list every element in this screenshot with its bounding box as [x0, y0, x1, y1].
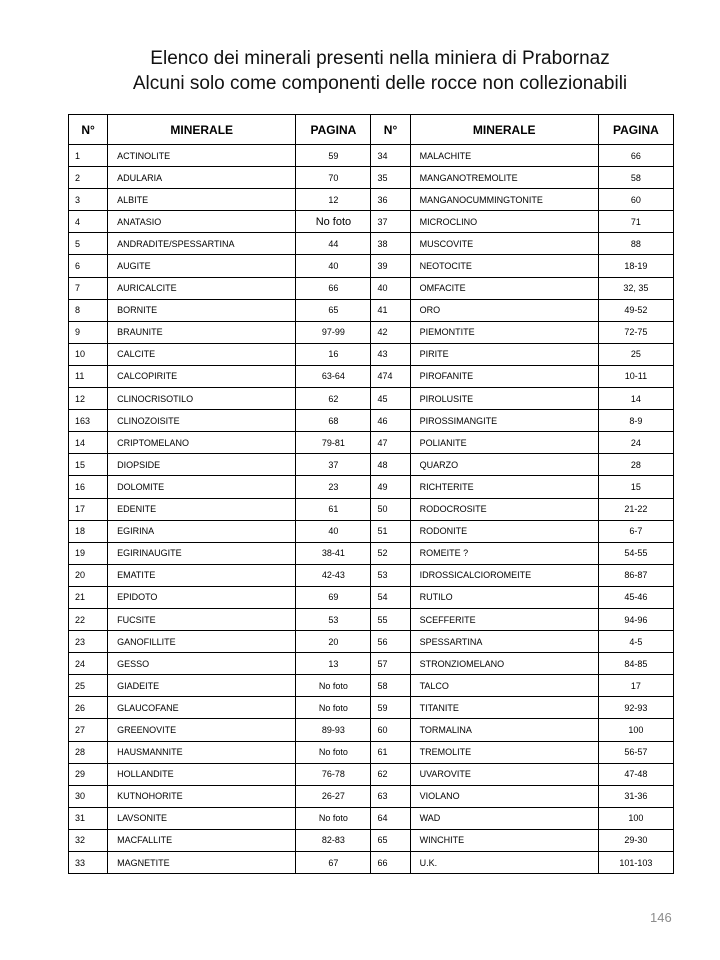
cell-mineral-right: SCEFFERITE	[410, 608, 598, 630]
cell-number-left: 30	[69, 785, 108, 807]
cell-mineral-left: ACTINOLITE	[108, 145, 296, 167]
cell-page-left: 89-93	[296, 719, 371, 741]
cell-mineral-left: KUTNOHORITE	[108, 785, 296, 807]
cell-page-left: No foto	[296, 697, 371, 719]
cell-mineral-left: EGIRINAUGITE	[108, 542, 296, 564]
cell-mineral-left: GLAUCOFANE	[108, 697, 296, 719]
cell-number-left: 8	[69, 299, 108, 321]
cell-number-left: 24	[69, 653, 108, 675]
document-title	[0, 46, 720, 96]
cell-mineral-left: DIOPSIDE	[108, 454, 296, 476]
cell-mineral-left: ANATASIO	[108, 211, 296, 233]
cell-number-right: 66	[371, 852, 410, 874]
cell-page-left: No foto	[296, 675, 371, 697]
cell-page-right: 8-9	[598, 410, 673, 432]
table-row	[69, 608, 674, 630]
cell-number-left: 14	[69, 432, 108, 454]
header-number-right: N°	[371, 115, 410, 145]
cell-page-right: 100	[598, 719, 673, 741]
cell-number-right: 47	[371, 432, 410, 454]
cell-mineral-left: CRIPTOMELANO	[108, 432, 296, 454]
cell-number-left: 21	[69, 586, 108, 608]
cell-page-left: 26-27	[296, 785, 371, 807]
cell-number-left: 29	[69, 763, 108, 785]
cell-mineral-right: WINCHITE	[410, 829, 598, 851]
cell-page-right: 29-30	[598, 829, 673, 851]
cell-page-right: 24	[598, 432, 673, 454]
cell-page-left: 42-43	[296, 564, 371, 586]
cell-mineral-left: MAGNETITE	[108, 852, 296, 874]
cell-number-left: 6	[69, 255, 108, 277]
cell-mineral-left: HAUSMANNITE	[108, 741, 296, 763]
cell-mineral-left: GIADEITE	[108, 675, 296, 697]
cell-mineral-left: GREENOVITE	[108, 719, 296, 741]
cell-mineral-right: MALACHITE	[410, 145, 598, 167]
cell-mineral-left: AURICALCITE	[108, 277, 296, 299]
cell-mineral-right: RICHTERITE	[410, 476, 598, 498]
cell-mineral-left: CLINOZOISITE	[108, 410, 296, 432]
cell-page-right: 49-52	[598, 299, 673, 321]
table-row	[69, 675, 674, 697]
cell-page-right: 21-22	[598, 498, 673, 520]
table-row	[69, 542, 674, 564]
cell-page-left: 40	[296, 520, 371, 542]
cell-mineral-left: GESSO	[108, 653, 296, 675]
header-page-right: PAGINA	[598, 115, 673, 145]
cell-mineral-right: PIROFANITE	[410, 365, 598, 387]
cell-number-left: 2	[69, 167, 108, 189]
cell-mineral-left: EPIDOTO	[108, 586, 296, 608]
cell-number-left: 26	[69, 697, 108, 719]
table-row	[69, 763, 674, 785]
cell-page-left: No foto	[296, 211, 371, 233]
cell-number-right: 46	[371, 410, 410, 432]
cell-mineral-right: PIROLUSITE	[410, 388, 598, 410]
cell-page-left: 97-99	[296, 321, 371, 343]
cell-number-right: 65	[371, 829, 410, 851]
table-row	[69, 653, 674, 675]
cell-number-right: 63	[371, 785, 410, 807]
cell-page-right: 10-11	[598, 365, 673, 387]
cell-page-right: 18-19	[598, 255, 673, 277]
cell-page-left: 82-83	[296, 829, 371, 851]
table-row	[69, 852, 674, 874]
cell-mineral-right: MANGANOCUMMINGTONITE	[410, 189, 598, 211]
cell-page-right: 84-85	[598, 653, 673, 675]
cell-mineral-right: POLIANITE	[410, 432, 598, 454]
cell-page-right: 25	[598, 343, 673, 365]
table-row	[69, 520, 674, 542]
cell-page-left: No foto	[296, 741, 371, 763]
cell-mineral-right: IDROSSICALCIOROMEITE	[410, 564, 598, 586]
cell-number-left: 1	[69, 145, 108, 167]
cell-page-left: 44	[296, 233, 371, 255]
cell-number-right: 64	[371, 807, 410, 829]
cell-page-right: 86-87	[598, 564, 673, 586]
cell-mineral-right: SPESSARTINA	[410, 631, 598, 653]
cell-mineral-right: TREMOLITE	[410, 741, 598, 763]
cell-mineral-right: MICROCLINO	[410, 211, 598, 233]
cell-page-right: 71	[598, 211, 673, 233]
cell-page-left: 68	[296, 410, 371, 432]
table-row	[69, 277, 674, 299]
table-row	[69, 321, 674, 343]
cell-mineral-left: ADULARIA	[108, 167, 296, 189]
cell-number-left: 9	[69, 321, 108, 343]
cell-page-left: 62	[296, 388, 371, 410]
cell-number-right: 35	[371, 167, 410, 189]
cell-number-right: 54	[371, 586, 410, 608]
cell-number-right: 55	[371, 608, 410, 630]
title-line-1: Elenco dei minerali presenti nella miniera di Prabornaz	[150, 48, 610, 69]
cell-page-left: 20	[296, 631, 371, 653]
cell-page-left: 53	[296, 608, 371, 630]
header-mineral-left: MINERALE	[108, 115, 296, 145]
cell-number-right: 50	[371, 498, 410, 520]
cell-mineral-left: BORNITE	[108, 299, 296, 321]
cell-page-left: 61	[296, 498, 371, 520]
cell-number-right: 474	[371, 365, 410, 387]
cell-number-left: 33	[69, 852, 108, 874]
table-row	[69, 829, 674, 851]
table-row	[69, 719, 674, 741]
cell-page-right: 101-103	[598, 852, 673, 874]
cell-page-right: 88	[598, 233, 673, 255]
cell-number-left: 15	[69, 454, 108, 476]
cell-number-left: 16	[69, 476, 108, 498]
cell-mineral-right: U.K.	[410, 852, 598, 874]
cell-mineral-left: CLINOCRISOTILO	[108, 388, 296, 410]
cell-number-left: 28	[69, 741, 108, 763]
cell-number-right: 59	[371, 697, 410, 719]
cell-page-left: 40	[296, 255, 371, 277]
cell-mineral-left: AUGITE	[108, 255, 296, 277]
table-row	[69, 167, 674, 189]
cell-mineral-left: MACFALLITE	[108, 829, 296, 851]
cell-mineral-right: UVAROVITE	[410, 763, 598, 785]
cell-number-right: 42	[371, 321, 410, 343]
cell-number-left: 17	[69, 498, 108, 520]
cell-number-right: 51	[371, 520, 410, 542]
table-row	[69, 343, 674, 365]
cell-mineral-left: EMATITE	[108, 564, 296, 586]
cell-number-right: 48	[371, 454, 410, 476]
cell-page-right: 45-46	[598, 586, 673, 608]
cell-mineral-left: EDENITE	[108, 498, 296, 520]
cell-mineral-left: ANDRADITE/SPESSARTINA	[108, 233, 296, 255]
cell-mineral-right: VIOLANO	[410, 785, 598, 807]
cell-page-right: 4-5	[598, 631, 673, 653]
cell-page-left: 13	[296, 653, 371, 675]
table-row	[69, 365, 674, 387]
cell-page-right: 17	[598, 675, 673, 697]
minerals-table	[68, 114, 674, 874]
table-row	[69, 697, 674, 719]
cell-number-right: 45	[371, 388, 410, 410]
table-row	[69, 145, 674, 167]
cell-number-left: 7	[69, 277, 108, 299]
cell-number-right: 41	[371, 299, 410, 321]
cell-mineral-left: GANOFILLITE	[108, 631, 296, 653]
header-row	[69, 115, 674, 145]
cell-mineral-right: ORO	[410, 299, 598, 321]
table-row	[69, 741, 674, 763]
cell-number-left: 3	[69, 189, 108, 211]
table-row	[69, 255, 674, 277]
cell-page-right: 15	[598, 476, 673, 498]
cell-number-left: 23	[69, 631, 108, 653]
cell-number-left: 4	[69, 211, 108, 233]
table-row	[69, 476, 674, 498]
table-body	[69, 145, 674, 874]
cell-page-left: 67	[296, 852, 371, 874]
cell-number-right: 61	[371, 741, 410, 763]
cell-page-right: 66	[598, 145, 673, 167]
cell-page-right: 14	[598, 388, 673, 410]
cell-mineral-right: PIROSSIMANGITE	[410, 410, 598, 432]
cell-mineral-right: QUARZO	[410, 454, 598, 476]
cell-number-left: 31	[69, 807, 108, 829]
cell-number-left: 11	[69, 365, 108, 387]
cell-page-left: 69	[296, 586, 371, 608]
table-row	[69, 189, 674, 211]
cell-page-right: 54-55	[598, 542, 673, 564]
cell-page-right: 6-7	[598, 520, 673, 542]
table-header	[69, 115, 674, 145]
table-row	[69, 233, 674, 255]
cell-mineral-right: ROMEITE ?	[410, 542, 598, 564]
cell-mineral-left: CALCOPIRITE	[108, 365, 296, 387]
cell-number-left: 18	[69, 520, 108, 542]
table-row	[69, 785, 674, 807]
table-row	[69, 454, 674, 476]
table-row	[69, 388, 674, 410]
header-page-left: PAGINA	[296, 115, 371, 145]
cell-number-right: 49	[371, 476, 410, 498]
cell-number-left: 19	[69, 542, 108, 564]
cell-mineral-right: NEOTOCITE	[410, 255, 598, 277]
cell-page-right: 72-75	[598, 321, 673, 343]
header-mineral-right: MINERALE	[410, 115, 598, 145]
cell-page-left: 38-41	[296, 542, 371, 564]
cell-number-right: 39	[371, 255, 410, 277]
cell-mineral-left: HOLLANDITE	[108, 763, 296, 785]
cell-page-left: 70	[296, 167, 371, 189]
title-line-2: Alcuni solo come componenti delle rocce non collezionabili	[132, 73, 628, 94]
cell-number-right: 62	[371, 763, 410, 785]
cell-mineral-right: WAD	[410, 807, 598, 829]
cell-page-left: 76-78	[296, 763, 371, 785]
cell-mineral-right: MANGANOTREMOLITE	[410, 167, 598, 189]
header-number-left: N°	[69, 115, 108, 145]
table-row	[69, 631, 674, 653]
cell-page-right: 31-36	[598, 785, 673, 807]
cell-mineral-left: FUCSITE	[108, 608, 296, 630]
cell-mineral-right: PIEMONTITE	[410, 321, 598, 343]
cell-number-left: 10	[69, 343, 108, 365]
cell-number-right: 43	[371, 343, 410, 365]
cell-number-right: 56	[371, 631, 410, 653]
cell-page-left: 59	[296, 145, 371, 167]
cell-number-left: 163	[69, 410, 108, 432]
table-row	[69, 564, 674, 586]
table-row	[69, 299, 674, 321]
cell-page-left: 79-81	[296, 432, 371, 454]
cell-mineral-right: RODONITE	[410, 520, 598, 542]
cell-mineral-right: RUTILO	[410, 586, 598, 608]
cell-page-left: 65	[296, 299, 371, 321]
cell-number-right: 34	[371, 145, 410, 167]
table-row	[69, 498, 674, 520]
table-row	[69, 432, 674, 454]
cell-mineral-left: DOLOMITE	[108, 476, 296, 498]
cell-mineral-left: BRAUNITE	[108, 321, 296, 343]
cell-number-right: 57	[371, 653, 410, 675]
cell-mineral-left: ALBITE	[108, 189, 296, 211]
cell-page-left: 66	[296, 277, 371, 299]
cell-mineral-right: OMFACITE	[410, 277, 598, 299]
cell-number-right: 36	[371, 189, 410, 211]
cell-page-left: 63-64	[296, 365, 371, 387]
cell-mineral-left: LAVSONITE	[108, 807, 296, 829]
cell-page-right: 56-57	[598, 741, 673, 763]
cell-page-left: No foto	[296, 807, 371, 829]
cell-page-left: 37	[296, 454, 371, 476]
cell-number-left: 5	[69, 233, 108, 255]
cell-number-left: 12	[69, 388, 108, 410]
cell-number-left: 22	[69, 608, 108, 630]
cell-mineral-right: PIRITE	[410, 343, 598, 365]
cell-number-left: 32	[69, 829, 108, 851]
cell-mineral-right: MUSCOVITE	[410, 233, 598, 255]
table-row	[69, 211, 674, 233]
cell-number-right: 38	[371, 233, 410, 255]
cell-page-right: 60	[598, 189, 673, 211]
page-number: 146	[650, 910, 672, 925]
cell-page-left: 12	[296, 189, 371, 211]
table-row	[69, 586, 674, 608]
cell-page-left: 16	[296, 343, 371, 365]
cell-page-left: 23	[296, 476, 371, 498]
cell-page-right: 58	[598, 167, 673, 189]
cell-number-left: 25	[69, 675, 108, 697]
cell-number-left: 20	[69, 564, 108, 586]
cell-mineral-right: STRONZIOMELANO	[410, 653, 598, 675]
cell-mineral-right: TITANITE	[410, 697, 598, 719]
cell-number-right: 60	[371, 719, 410, 741]
cell-number-right: 37	[371, 211, 410, 233]
cell-page-right: 100	[598, 807, 673, 829]
cell-mineral-right: TALCO	[410, 675, 598, 697]
cell-number-right: 40	[371, 277, 410, 299]
cell-page-right: 92-93	[598, 697, 673, 719]
cell-mineral-left: EGIRINA	[108, 520, 296, 542]
cell-mineral-left: CALCITE	[108, 343, 296, 365]
table-row	[69, 410, 674, 432]
cell-number-right: 53	[371, 564, 410, 586]
cell-number-left: 27	[69, 719, 108, 741]
cell-number-right: 58	[371, 675, 410, 697]
cell-page-right: 47-48	[598, 763, 673, 785]
table-row	[69, 807, 674, 829]
cell-page-right: 32, 35	[598, 277, 673, 299]
cell-mineral-right: RODOCROSITE	[410, 498, 598, 520]
cell-number-right: 52	[371, 542, 410, 564]
cell-page-right: 94-96	[598, 608, 673, 630]
cell-page-right: 28	[598, 454, 673, 476]
cell-mineral-right: TORMALINA	[410, 719, 598, 741]
